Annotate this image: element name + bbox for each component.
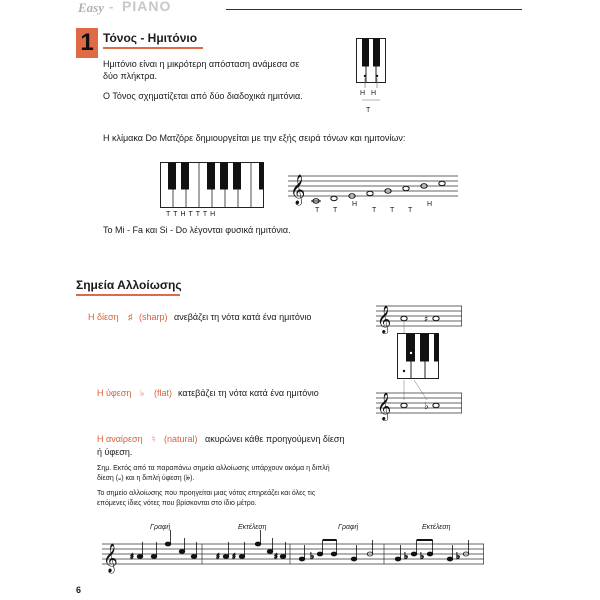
- svg-text:♯: ♯: [424, 315, 429, 325]
- svg-text:♭: ♭: [456, 552, 461, 562]
- double-accidentals-note-line2: δίεση (𝄪) και η διπλή ύφεση (𝄫).: [97, 475, 195, 482]
- svg-text:𝄞: 𝄞: [290, 175, 306, 205]
- staff-step-2: T: [333, 207, 338, 214]
- staff-step-3: H: [352, 201, 358, 208]
- scale-intro: Η κλίμακα Do Ματζόρε δημιουργείται με την εξής σειρά τόνων και ημιτονίων:: [103, 133, 406, 143]
- svg-text:♯: ♯: [130, 552, 134, 561]
- kb-label-h1: H: [360, 90, 366, 97]
- page-number: 6: [76, 585, 82, 595]
- svg-text:♭: ♭: [420, 552, 425, 562]
- header-brand: PIANO: [122, 0, 172, 14]
- svg-text:♯: ♯: [274, 552, 278, 561]
- section2-title-underline: [76, 294, 180, 296]
- natural-description-line1: ακυρώνει κάθε προηγούμενη δίεση: [205, 434, 345, 444]
- flat-name: Η ύφεση: [97, 388, 132, 398]
- natural-description-line2: ή ύφεση.: [97, 447, 133, 457]
- semitone-definition-line1: Ημιτόνιο είναι η μικρότερη απόσταση ανάμεσα σε: [103, 59, 300, 69]
- staff-step-7: H: [427, 201, 433, 208]
- svg-text:𝄞: 𝄞: [377, 305, 392, 333]
- staff-step-6: T: [408, 207, 413, 214]
- section-number: 1: [76, 28, 98, 58]
- natural-semitones-note: Το Mi - Fa και Si - Do λέγονται φυσικά ημιτόνια.: [103, 225, 291, 235]
- section1-title-underline: [103, 47, 203, 49]
- header-separator: -: [109, 0, 114, 14]
- sharp-description: ανεβάζει τη νότα κατά ένα ημιτόνιο: [174, 312, 312, 322]
- example-label-written-2: Γραφή: [338, 524, 359, 531]
- semitone-definition-line2: δύο πλήκτρα.: [103, 71, 158, 81]
- sharp-symbol: ♯: [128, 312, 133, 322]
- double-accidentals-note-line1: Σημ. Εκτός από τα παραπάνω σημεία αλλοίωσης υπάρχουν ακόμα η διπλή: [97, 465, 330, 472]
- kb-label-t: T: [366, 107, 371, 114]
- flat-description: κατεβάζει τη νότα κατά ένα ημιτόνιο: [178, 388, 319, 398]
- flat-term: (flat): [154, 388, 172, 398]
- example-label-played-2: Εκτέλεση: [422, 524, 451, 531]
- flat-symbol: ♭: [140, 388, 145, 398]
- example-label-written-1: Γραφή: [150, 524, 171, 531]
- flat-staff: [376, 390, 462, 418]
- tone-definition: Ο Τόνος σχηματίζεται από δύο διαδοχικά ημιτόνια.: [103, 91, 303, 101]
- svg-text:♯: ♯: [216, 552, 220, 561]
- small-keyboard-diagram: [356, 38, 386, 120]
- c-major-keyboard: [160, 162, 264, 208]
- svg-text:♯: ♯: [232, 552, 236, 561]
- svg-text:♭: ♭: [404, 552, 409, 562]
- staff-step-4: T: [372, 207, 377, 214]
- svg-text:𝄞: 𝄞: [377, 392, 392, 420]
- natural-name: Η αναίρεση: [97, 434, 143, 444]
- sharp-name: Η δίεση: [88, 312, 119, 322]
- example-label-played-1: Εκτέλεση: [238, 524, 267, 531]
- natural-term: (natural): [164, 434, 198, 444]
- staff-step-5: T: [390, 207, 395, 214]
- section2-title: Σημεία Αλλοίωσης: [76, 278, 182, 292]
- svg-text:♭: ♭: [310, 552, 315, 562]
- header-rule: [226, 9, 522, 10]
- header-series: Easy: [78, 0, 104, 15]
- sharp-term: (sharp): [139, 312, 168, 322]
- kb-label-h2: H: [371, 90, 377, 97]
- keyboard-step-labels: T T H T T T H: [166, 211, 216, 218]
- measure-rule-line1: Το σημείο αλλοίωσης που προηγείται μιας νότας επηρεάζει και όλες τις: [97, 490, 316, 497]
- section1-title: Τόνος - Ημιτόνιο: [103, 31, 198, 45]
- svg-text:♭: ♭: [424, 401, 429, 412]
- measure-rule-line2: επόμενες ίδιες νότες που βρίσκονται στο ίδιο μέτρο.: [97, 500, 257, 507]
- natural-symbol: ♮: [152, 434, 156, 444]
- c-major-staff: [288, 172, 458, 208]
- staff-step-1: T: [315, 207, 320, 214]
- accidental-examples-staff: [102, 538, 484, 570]
- svg-text:𝄞: 𝄞: [103, 543, 118, 572]
